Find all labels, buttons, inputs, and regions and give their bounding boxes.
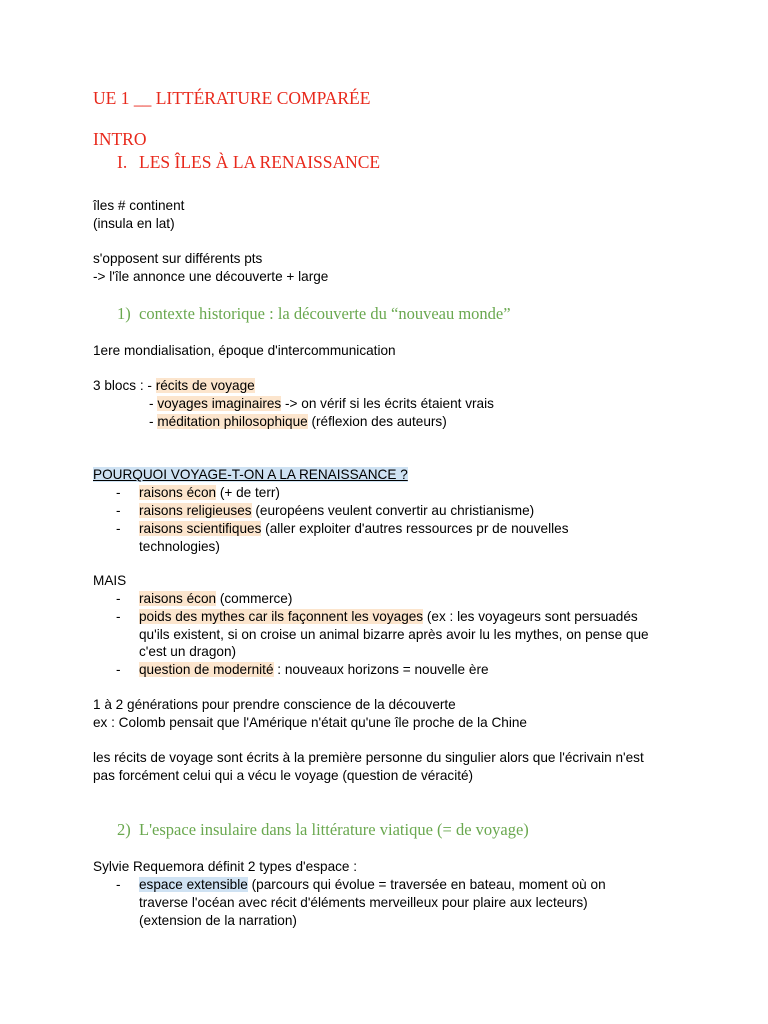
list-item-continuation: qu'ils existent, si on croise un animal bizarre après avoir lu les mythes, on pense que <box>139 627 649 642</box>
list-item-text: (ex : les voyageurs sont persuadés <box>423 609 638 624</box>
blocs-line <box>93 377 255 395</box>
blocs-line <box>149 395 494 413</box>
list-item-highlight: raisons écon <box>139 485 217 500</box>
bullet-dash: - <box>116 521 121 536</box>
section1-number: I. <box>117 152 128 172</box>
paragraph-line: s'opposent sur différents pts <box>93 251 263 266</box>
list-item-text: (+ de terr) <box>216 485 280 500</box>
list-item <box>139 876 606 894</box>
bullet-dash: - <box>116 877 121 892</box>
list-item-continuation: (extension de la narration) <box>139 913 297 928</box>
bullet-dash: - <box>116 485 121 500</box>
paragraph-line: îles # continent <box>93 198 185 213</box>
bloc-highlight: voyages imaginaires <box>157 396 282 411</box>
list-item-continuation: technologies) <box>139 539 220 554</box>
intro-heading: INTRO <box>93 129 147 149</box>
subsection2-title: L'espace insulaire dans la littérature viatique (= de voyage) <box>139 820 529 839</box>
list-item-highlight: raisons scientifiques <box>139 521 262 536</box>
paragraph-line: -> l'île annonce une découverte + large <box>93 269 329 284</box>
paragraph-line: 1ere mondialisation, époque d'intercommunication <box>93 343 396 358</box>
paragraph-line: pas forcément celui qui a vécu le voyage (question de véracité) <box>93 768 474 783</box>
list-item-highlight: espace extensible <box>139 877 248 892</box>
subsection1-number: 1) <box>117 304 131 323</box>
list-item <box>139 661 489 679</box>
question-heading <box>93 466 408 484</box>
list-item-highlight: raisons écon <box>139 591 217 606</box>
bloc-text: (réflexion des auteurs) <box>307 414 447 429</box>
section1-title: LES ÎLES À LA RENAISSANCE <box>139 152 381 172</box>
list-item <box>139 484 280 502</box>
paragraph-line: ex : Colomb pensait que l'Amérique n'était qu'une île proche de la Chine <box>93 715 527 730</box>
list-item-text: (aller exploiter d'autres ressources pr de nouvelles <box>261 521 569 536</box>
subsection2-number: 2) <box>117 820 131 839</box>
blocs-line <box>149 413 447 431</box>
list-item-highlight: question de modernité <box>139 662 274 677</box>
paragraph-line: MAIS <box>93 573 127 588</box>
list-item-text: (européens veulent convertir au christianisme) <box>251 503 535 518</box>
list-item-text: (commerce) <box>216 591 293 606</box>
bullet-dash: - <box>116 609 121 624</box>
blocs-lead: 3 blocs : - <box>93 378 156 393</box>
bullet-dash: - <box>116 503 121 518</box>
list-item <box>139 502 534 520</box>
question-text: POURQUOI VOYAGE-T-ON A LA RENAISSANCE ? <box>93 467 408 482</box>
paragraph-line: (insula en lat) <box>93 216 175 231</box>
list-item-continuation: c'est un dragon) <box>139 644 237 659</box>
bullet-dash: - <box>116 591 121 606</box>
paragraph-line: 1 à 2 générations pour prendre conscience de la découverte <box>93 697 456 712</box>
document-title: UE 1 __ LITTÉRATURE COMPARÉE <box>93 88 371 108</box>
list-item-highlight: poids des mythes car ils façonnent les voyages <box>139 609 424 624</box>
subsection1-title: contexte historique : la découverte du “nouveau monde” <box>139 304 511 323</box>
bullet-dash: - <box>116 662 121 677</box>
list-item-text: : nouveaux horizons = nouvelle ère <box>273 662 489 677</box>
list-item <box>139 608 638 626</box>
bloc-highlight: récits de voyage <box>155 378 255 393</box>
list-item-continuation: traverse l'océan avec récit d'éléments merveilleux pour plaire aux lecteurs) <box>139 895 588 910</box>
bloc-highlight: méditation philosophique <box>157 414 308 429</box>
list-item-highlight: raisons religieuses <box>139 503 252 518</box>
list-item <box>139 590 292 608</box>
bloc-dash: - <box>149 396 158 411</box>
paragraph-line: les récits de voyage sont écrits à la première personne du singulier alors que l'écrivain n'est <box>93 750 644 765</box>
bloc-dash: - <box>149 414 158 429</box>
list-item-text: (parcours qui évolue = traversée en bateau, moment où on <box>247 877 606 892</box>
bloc-text: -> on vérif si les écrits étaient vrais <box>281 396 494 411</box>
list-item <box>139 520 569 538</box>
paragraph-line: Sylvie Requemora définit 2 types d'espace : <box>93 859 358 874</box>
